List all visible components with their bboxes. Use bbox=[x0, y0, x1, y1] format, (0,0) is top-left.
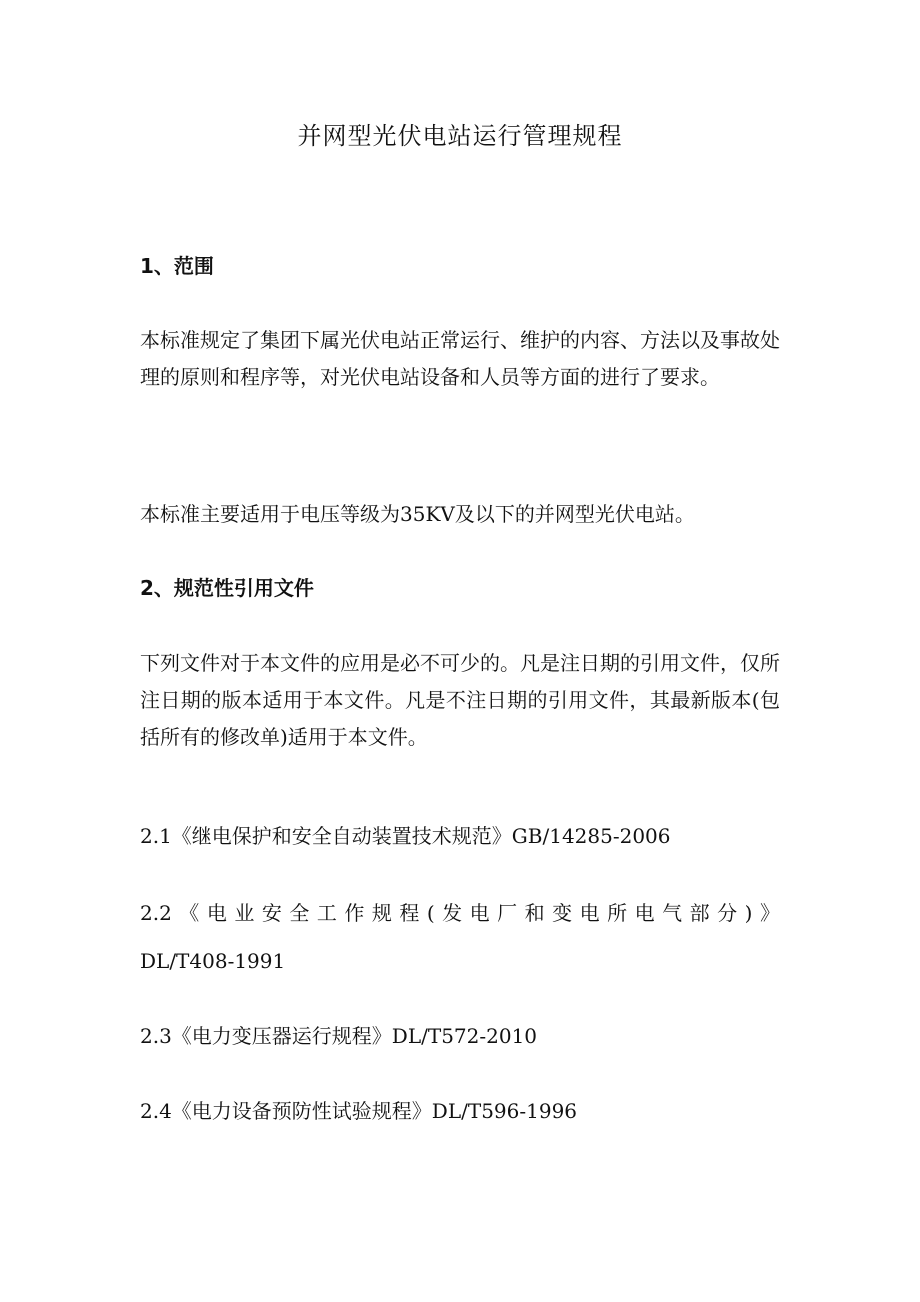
reference-item-2-4: 2.4《电力设备预防性试验规程》DL/T596-1996 bbox=[140, 1099, 578, 1123]
scope-paragraph-2: 本标准主要适用于电压等级为35KV及以下的并网型光伏电站。 bbox=[140, 502, 695, 526]
section-heading-scope: 1、范围 bbox=[140, 254, 214, 278]
scope-paragraph-1: 本标准规定了集团下属光伏电站正常运行、维护的内容、方法以及事故处理的原则和程序等，对光伏电站设备和人员等方面的进行了要求。 bbox=[140, 328, 780, 389]
reference-item-2-2-code: DL/T408-1991 bbox=[140, 949, 286, 973]
section-heading-references: 2、规范性引用文件 bbox=[140, 576, 314, 600]
reference-item-2-2: 2.2《电业安全工作规程(发电厂和变电所电气部分)》 bbox=[140, 901, 780, 925]
document-title: 并网型光伏电站运行管理规程 bbox=[297, 122, 623, 150]
reference-item-2-1: 2.1《继电保护和安全自动装置技术规范》GB/14285-2006 bbox=[140, 824, 671, 848]
reference-item-2-3: 2.3《电力变压器运行规程》DL/T572-2010 bbox=[140, 1024, 538, 1048]
references-paragraph: 下列文件对于本文件的应用是必不可少的。凡是注日期的引用文件，仅所注日期的版本适用于本文件。凡是不注日期的引用文件，其最新版本(包括所有的修改单)适用于本文件。 bbox=[140, 651, 780, 749]
